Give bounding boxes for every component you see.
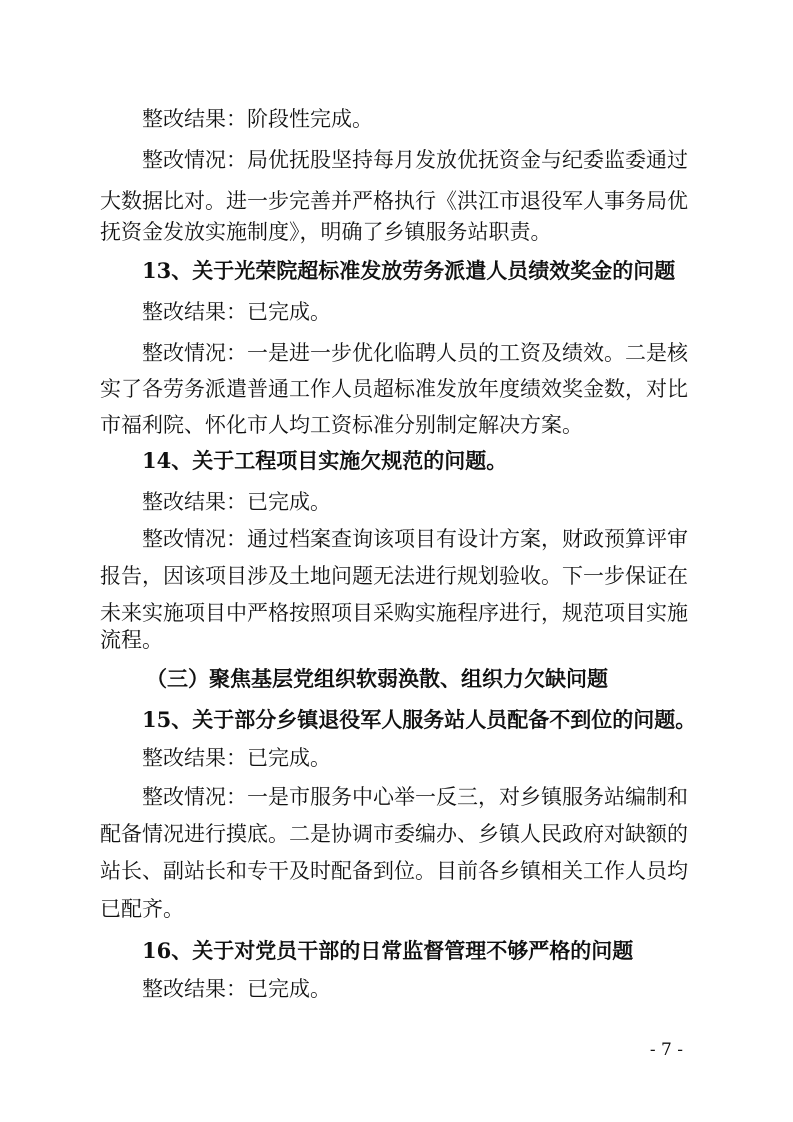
- page-number: - 7 -: [649, 1040, 683, 1060]
- heading-16: 16、关于对党员干部的日常监督管理不够严格的问题: [142, 938, 634, 963]
- line-result-15: 整改结果：已完成。: [142, 746, 331, 770]
- line-result-13: 整改结果：已完成。: [142, 300, 331, 324]
- line-situation-14: 整改情况：通过档案查询该项目有设计方案，财政预算评审: [142, 527, 688, 551]
- line-situation-15: 整改情况：一是市服务中心举一反三，对乡镇服务站编制和: [142, 785, 688, 809]
- section-heading-3: （三）聚焦基层党组织软弱涣散、组织力欠缺问题: [146, 666, 608, 691]
- line-situation-1c: 抚资金发放实施制度》，明确了乡镇服务站职责。: [100, 220, 552, 244]
- line-situation-15b: 配备情况进行摸底。二是协调市委编办、乡镇人民政府对缺额的: [100, 822, 688, 846]
- line-situation-14d: 流程。: [100, 628, 163, 652]
- line-situation-13: 整改情况：一是进一步优化临聘人员的工资及绩效。二是核: [142, 341, 688, 365]
- line-situation-1: 整改情况：局优抚股坚持每月发放优抚资金与纪委监委通过: [142, 148, 688, 172]
- heading-13: 13、关于光荣院超标准发放劳务派遣人员绩效奖金的问题: [142, 258, 676, 283]
- line-situation-1b: 大数据比对。进一步完善并严格执行《洪江市退役军人事务局优: [100, 189, 688, 213]
- heading-14: 14、关于工程项目实施欠规范的问题。: [142, 448, 508, 473]
- heading-15: 15、关于部分乡镇退役军人服务站人员配备不到位的问题。: [142, 707, 697, 732]
- line-situation-14b: 报告，因该项目涉及土地问题无法进行规划验收。下一步保证在: [100, 564, 688, 588]
- line-result-1: 整改结果：阶段性完成。: [142, 107, 373, 131]
- line-situation-14c: 未来实施项目中严格按照项目采购实施程序进行，规范项目实施: [100, 601, 688, 625]
- line-result-14: 整改结果：已完成。: [142, 490, 331, 514]
- line-result-16: 整改结果：已完成。: [142, 977, 331, 1001]
- line-situation-15c: 站长、副站长和专干及时配备到位。目前各乡镇相关工作人员均: [100, 859, 688, 883]
- line-situation-13c: 市福利院、怀化市人均工资标准分别制定解决方案。: [100, 413, 583, 437]
- line-situation-15d: 已配齐。: [100, 897, 184, 921]
- line-situation-13b: 实了各劳务派遣普通工作人员超标准发放年度绩效奖金数，对比: [100, 377, 688, 401]
